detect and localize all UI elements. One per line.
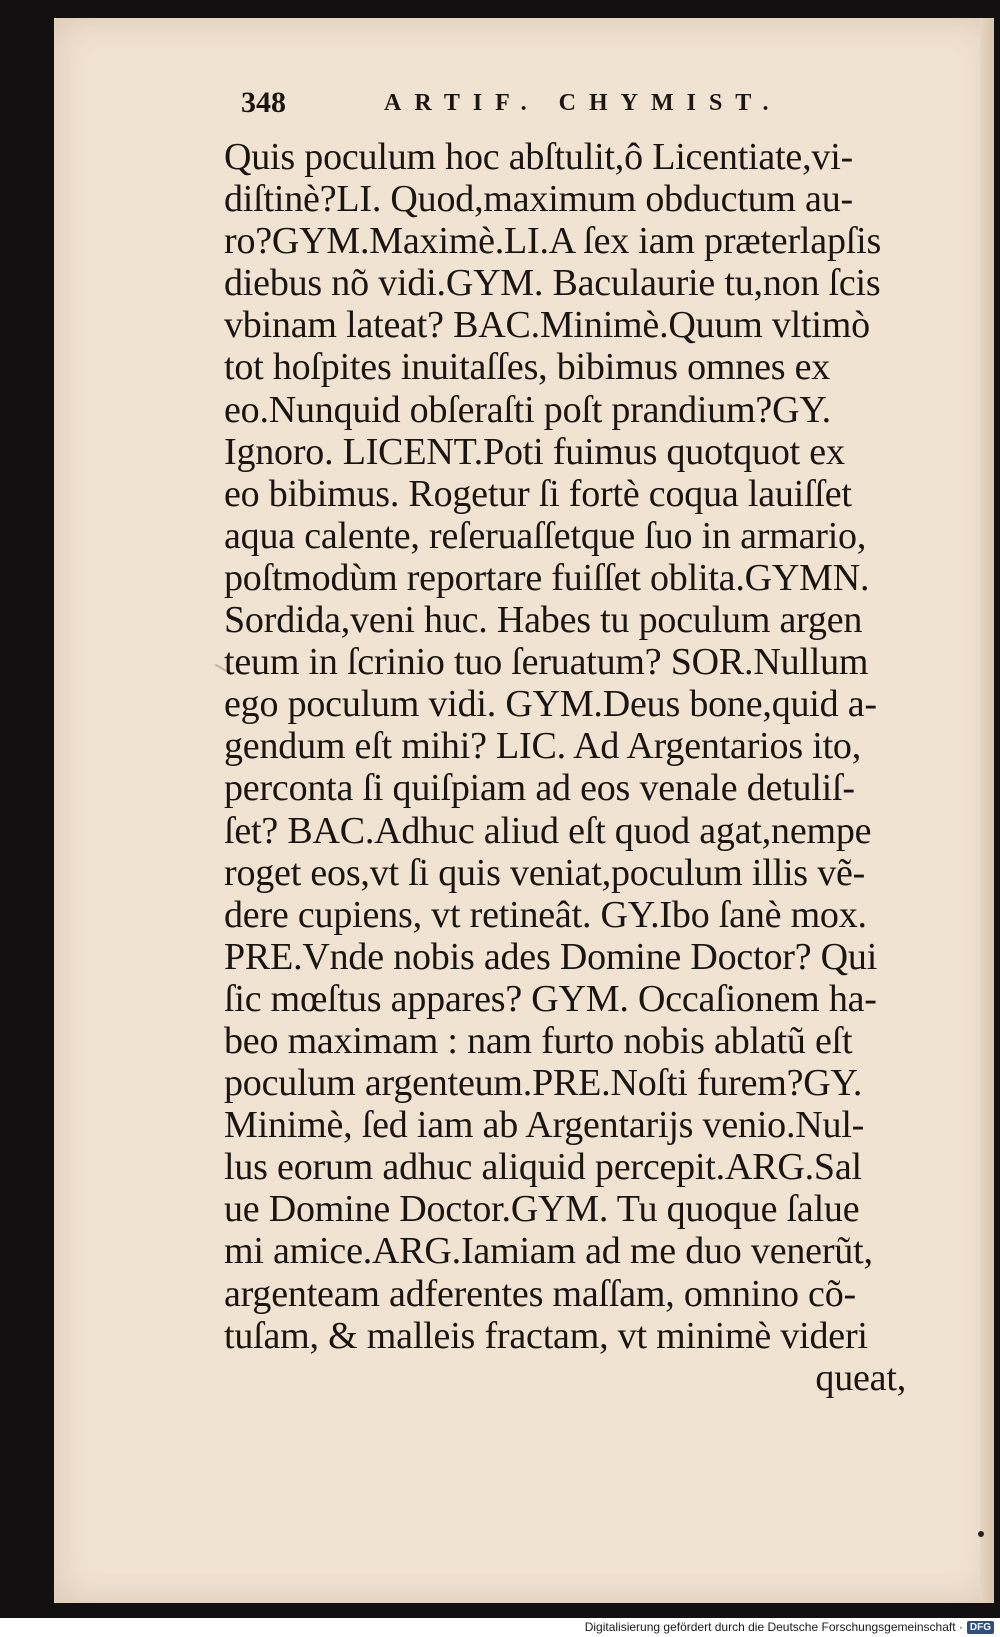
text-line: Quis poculum hoc abſtulit,ô Licentiate,vi- xyxy=(224,136,854,178)
text-line: aqua calente, reſeruaſſetque ſuo in armario, xyxy=(224,514,867,557)
text-line: ſic mœſtus appares? GYM. Occaſionem ha- xyxy=(224,977,877,1020)
text-line: gendum eſt mihi? LIC. Ad Argentarios ito, xyxy=(224,725,862,768)
text-line: dere cupiens, vt retineât. GY.Ibo ſanè mox. xyxy=(224,893,867,936)
text-line: PRE.Vnde nobis ades Domine Doctor? Qui xyxy=(224,935,878,978)
text-line: lus eorum adhuc aliquid percepit.ARG.Sal xyxy=(224,1146,862,1189)
text-line: ſet? BAC.Adhuc aliud eſt quod agat,nempe xyxy=(224,809,872,852)
page-number: 348 xyxy=(241,86,286,119)
text-line: Sordida,veni huc. Habes tu poculum argen xyxy=(224,599,863,642)
page-edge xyxy=(980,18,994,1603)
ink-dot xyxy=(978,1531,984,1537)
text-line: Minimè, ſed iam ab Argentarijs venio.Nul- xyxy=(224,1104,865,1147)
text-line: argenteam adferentes maſſam, omnino cõ- xyxy=(224,1272,856,1315)
text-line: beo maximam : nam furto nobis ablatũ eſt xyxy=(224,1019,853,1062)
text-line: tuſam, & malleis fractam, vt minimè videri xyxy=(224,1314,868,1357)
funding-credit: Digitalisierung gefördert durch die Deutsche Forschungsgemeinschaft · xyxy=(584,1620,963,1634)
text-line: poſtmodùm reportare fuiſſet oblita.GYMN. xyxy=(224,556,870,599)
text-line: ro?GYM.Maximè.LI.A ſex iam præterlapſis xyxy=(224,220,882,263)
text-line: eo bibimus. Rogetur ſi fortè coqua lauiſſet xyxy=(224,472,852,515)
text-line: ue Domine Doctor.GYM. Tu quoque ſalue xyxy=(224,1188,860,1231)
text-line: Ignoro. LICENT.Poti fuimus quotquot ex xyxy=(224,430,845,473)
text-line: eo.Nunquid obſeraſti poſt prandium?GY. xyxy=(224,388,831,431)
text-line: diebus nõ vidi.GYM. Baculaurie tu,non ſcis xyxy=(224,262,881,305)
running-head: ARTIF. CHYMIST. xyxy=(384,90,782,116)
text-line: vbinam lateat? BAC.Minimè.Quum vltimò xyxy=(224,304,870,347)
text-line: roget eos,vt ſi quis veniat,poculum illis vẽ- xyxy=(224,851,866,894)
page-header xyxy=(241,86,901,126)
text-block xyxy=(224,136,924,1399)
text-line: perconta ſi quiſpiam ad eos venale detuliſ- xyxy=(224,767,855,810)
text-line: poculum argenteum.PRE.Noſti furem?GY. xyxy=(224,1062,863,1105)
text-line: ego poculum vidi. GYM.Deus bone,quid a- xyxy=(224,683,877,726)
text-line: teum in ſcrinio tuo ſeruatum? SOR.Nullum xyxy=(224,641,869,684)
catchword: queat, xyxy=(815,1356,906,1399)
text-line: diſtinè?LI. Quod,maximum obductum au- xyxy=(224,178,853,221)
text-line: tot hoſpites inuitaſſes, bibimus omnes ex xyxy=(224,346,831,389)
dfg-logo-icon: DFG xyxy=(967,1621,994,1634)
text-line: mi amice.ARG.Iamiam ad me duo venerũt, xyxy=(224,1230,873,1273)
digitization-footer xyxy=(585,1619,994,1635)
